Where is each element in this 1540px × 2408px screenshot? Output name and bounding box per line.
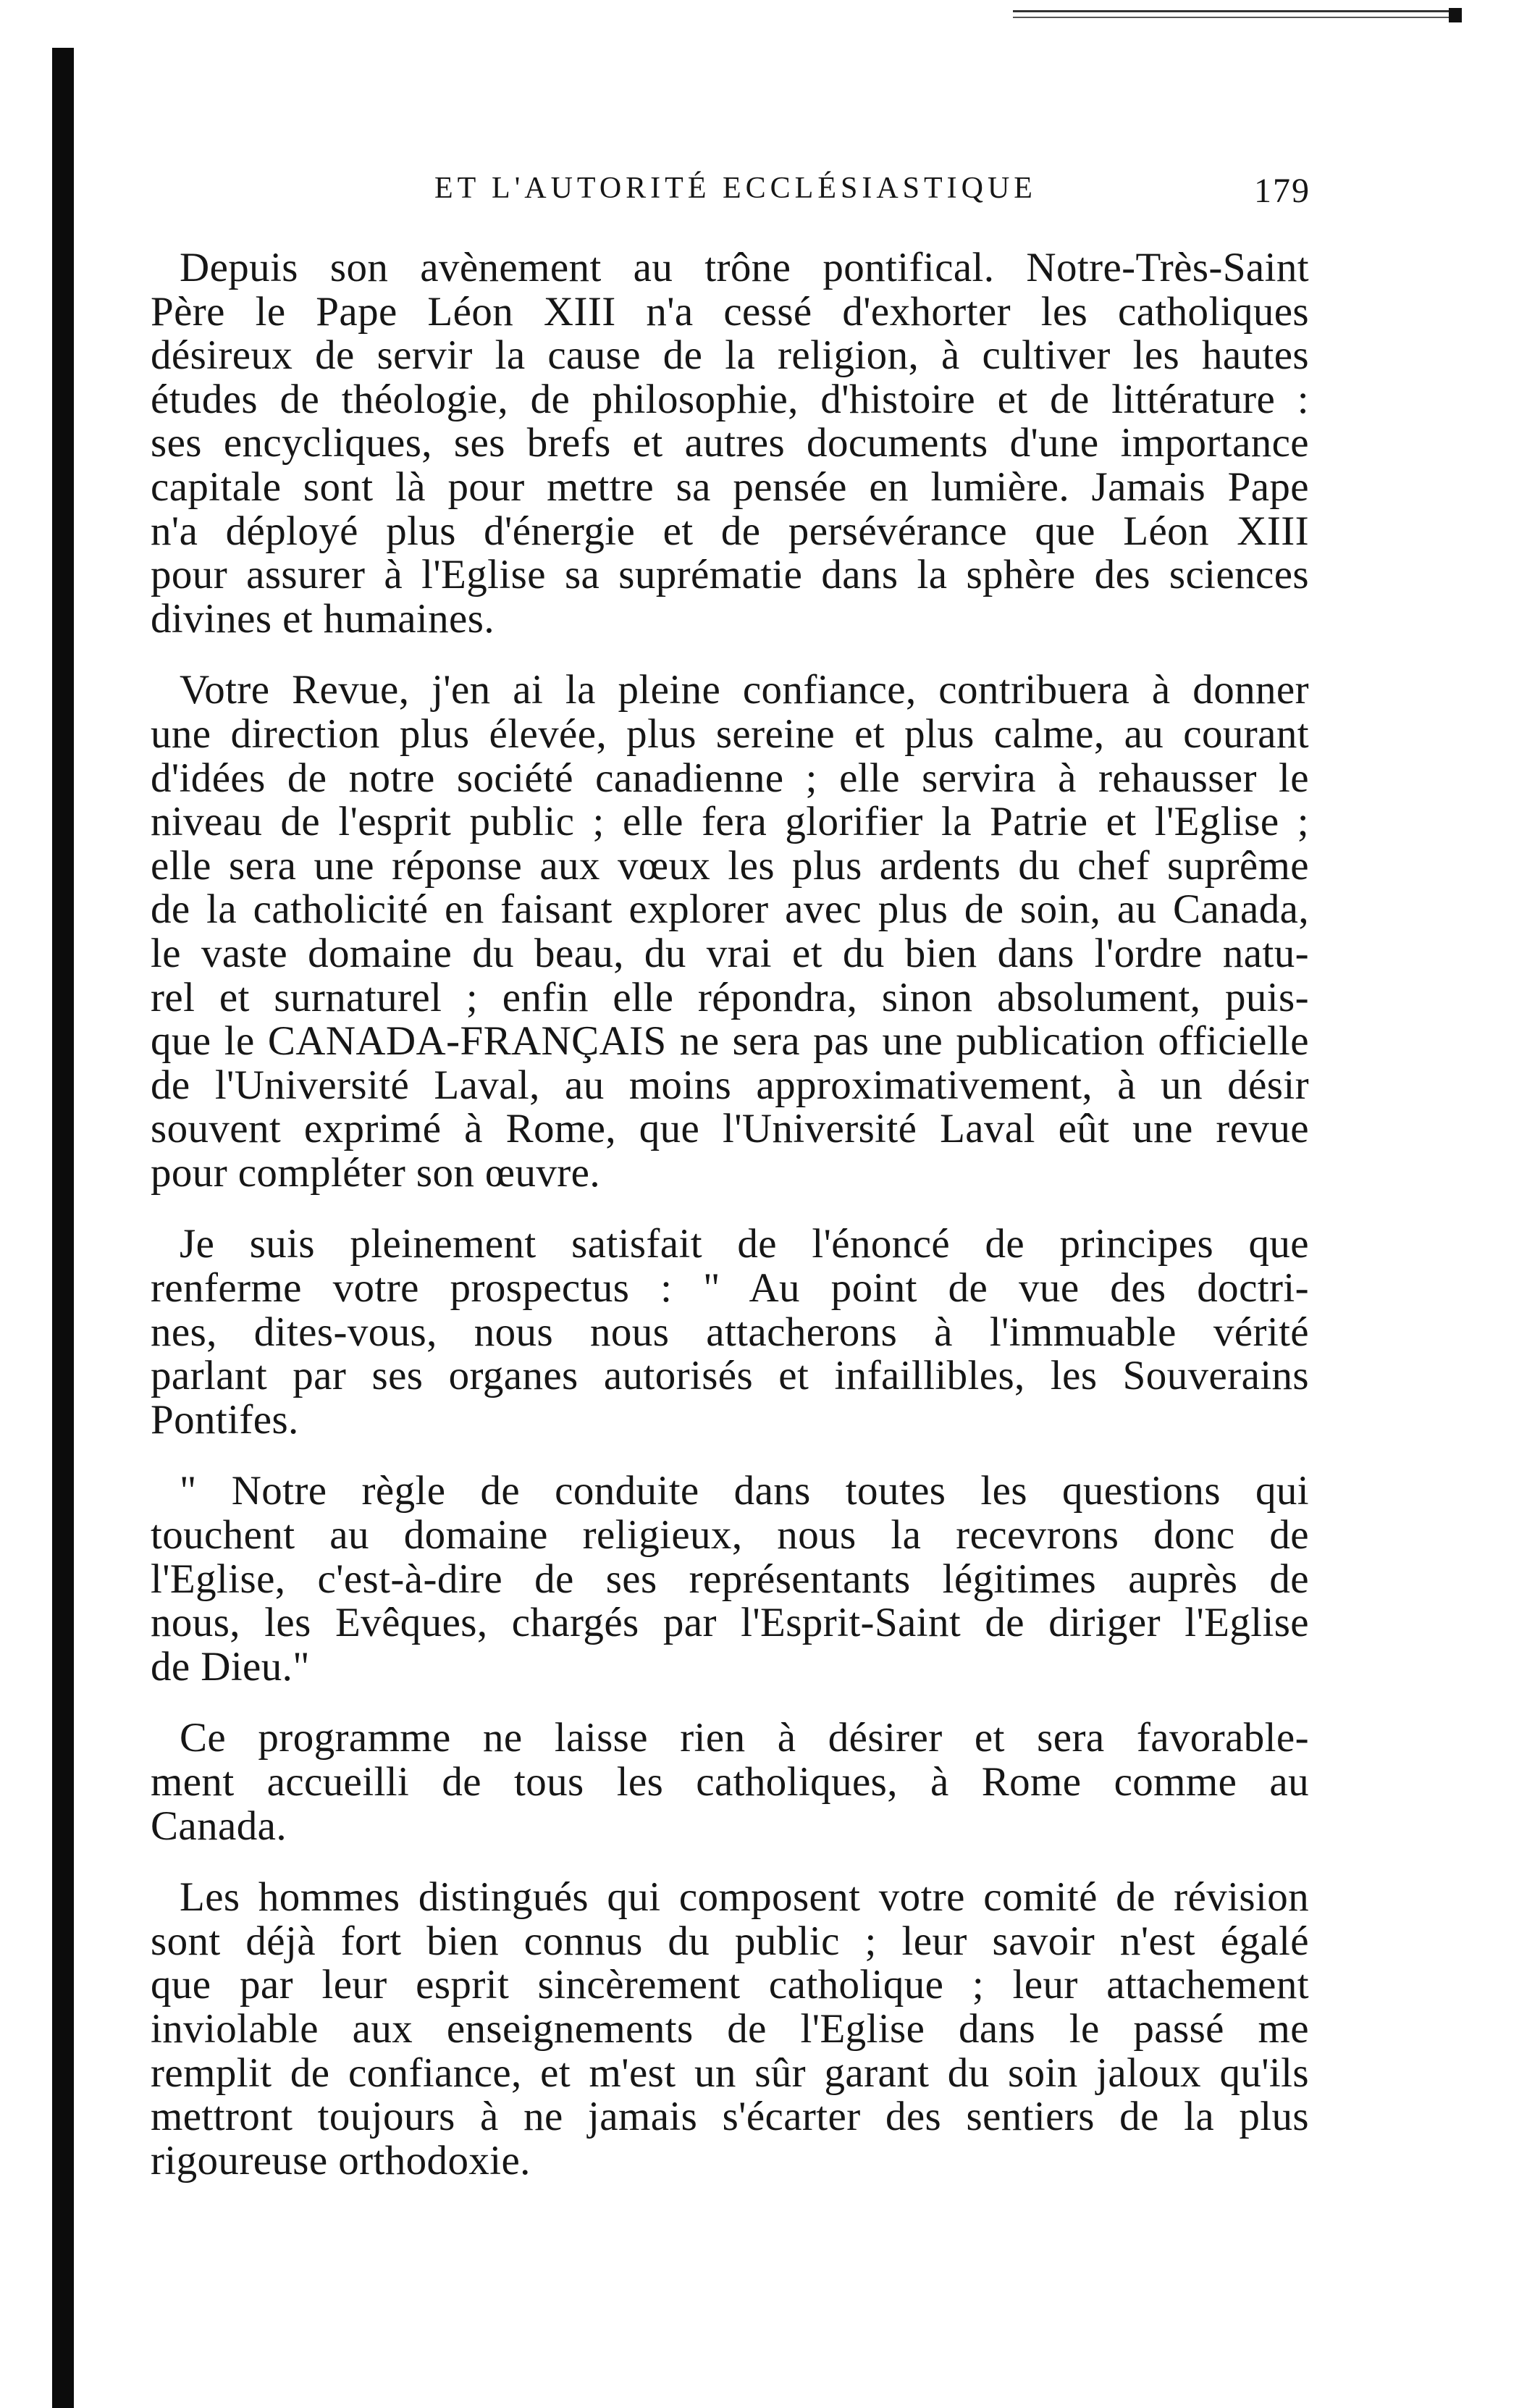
- text-line: études de théologie, de philosophie, d'histoire et de littérature :: [151, 376, 1309, 422]
- text-line: Ce programme ne laisse rien à désirer et sera favorable-: [180, 1715, 1309, 1761]
- paragraph-3: [151, 1222, 1309, 1442]
- text-line: n'a déployé plus d'énergie et de persévérance que Léon XIII: [151, 508, 1309, 554]
- text-line: capitale sont là pour mettre sa pensée en lumière. Jamais Pape: [151, 463, 1309, 510]
- text-line: rel et surnaturel ; enfin elle répondra, sinon absolument, puis-: [151, 974, 1309, 1020]
- text-line: rigoureuse orthodoxie.: [151, 2137, 531, 2183]
- running-head: ET L'AUTORITÉ ECCLÉSIASTIQUE: [434, 172, 1037, 205]
- text-line: ment accueilli de tous les catholiques, à Rome comme au: [151, 1759, 1309, 1805]
- text-line: Votre Revue, j'en ai la pleine confiance, contribuera à donner: [180, 667, 1309, 713]
- page-header: [434, 171, 1310, 222]
- paragraph-2: [151, 668, 1309, 1195]
- text-line: parlant par ses organes autorisés et infaillibles, les Souverains: [151, 1353, 1309, 1399]
- text-line: mettront toujours à ne jamais s'écarter des sentiers de la plus: [151, 2094, 1309, 2140]
- text-line: remplit de confiance, et m'est un sûr garant du soin jaloux qu'ils: [151, 2050, 1309, 2096]
- text-line: Je suis pleinement satisfait de l'énoncé de principes que: [180, 1221, 1309, 1267]
- page-number: 179: [1254, 172, 1310, 210]
- paragraph-4: [151, 1469, 1309, 1689]
- text-line: inviolable aux enseignements de l'Eglise dans le passé me: [151, 2005, 1309, 2052]
- text-line: nous, les Evêques, chargés par l'Esprit-Saint de diriger l'Eglise: [151, 1600, 1309, 1646]
- text-line: " Notre règle de conduite dans toutes les questions qui: [180, 1468, 1309, 1514]
- text-line: souvent exprimé à Rome, que l'Université Laval eût une revue: [151, 1106, 1309, 1152]
- page-binding-shadow: [52, 48, 74, 2408]
- text-line: d'idées de notre société canadienne ; elle servira à rehausser le: [151, 755, 1309, 801]
- text-line: Les hommes distingués qui composent votre comité de révision: [180, 1874, 1309, 1921]
- text-line: divines et humaines.: [151, 595, 495, 642]
- text-line: le vaste domaine du beau, du vrai et du bien dans l'ordre natu-: [151, 930, 1309, 976]
- text-line: Pontifes.: [151, 1396, 299, 1443]
- text-line: pour assurer à l'Eglise sa suprématie dans la sphère des sciences: [151, 552, 1309, 598]
- text-line: de Dieu.": [151, 1643, 310, 1690]
- paragraph-1: [151, 246, 1309, 641]
- paragraph-5: [151, 1716, 1309, 1848]
- text-line: touchent au domaine religieux, nous la recevrons donc de: [151, 1512, 1309, 1559]
- text-line: pour compléter son œuvre.: [151, 1149, 600, 1196]
- text-line: Canada.: [151, 1803, 287, 1849]
- top-edge-rule: [1013, 10, 1462, 18]
- text-line: renferme votre prospectus : " Au point de vue des doctri-: [151, 1265, 1309, 1312]
- text-line: que par leur esprit sincèrement catholique ; leur attachement: [151, 1962, 1309, 2008]
- text-line: une direction plus élevée, plus sereine et plus calme, au courant: [151, 710, 1309, 757]
- text-line: Depuis son avènement au trône pontifical. Notre-Très-Saint: [180, 245, 1309, 290]
- text-line: elle sera une réponse aux vœux les plus ardents du chef suprême: [151, 842, 1309, 889]
- text-line: ses encycliques, ses brefs et autres documents d'une importance: [151, 420, 1309, 466]
- text-line: désireux de servir la cause de la religion, à cultiver les hautes: [151, 332, 1309, 379]
- text-line: nes, dites-vous, nous nous attacherons à l'immuable vérité: [151, 1309, 1309, 1355]
- text-line: que le CANADA-FRANÇAIS ne sera pas une publication officielle: [151, 1018, 1309, 1065]
- text-line: sont déjà fort bien connus du public ; leur savoir n'est égalé: [151, 1918, 1309, 1964]
- text-line: l'Eglise, c'est-à-dire de ses représentants légitimes auprès de: [151, 1556, 1309, 1602]
- text-line: Père le Pape Léon XIII n'a cessé d'exhorter les catholiques: [151, 288, 1309, 335]
- text-line: niveau de l'esprit public ; elle fera glorifier la Patrie et l'Eglise ;: [151, 799, 1309, 845]
- text-line: de la catholicité en faisant explorer avec plus de soin, au Canada,: [151, 886, 1309, 933]
- body-text: [151, 246, 1309, 2210]
- paragraph-6: [151, 1876, 1309, 2183]
- text-line: de l'Université Laval, au moins approximativement, à un désir: [151, 1062, 1309, 1108]
